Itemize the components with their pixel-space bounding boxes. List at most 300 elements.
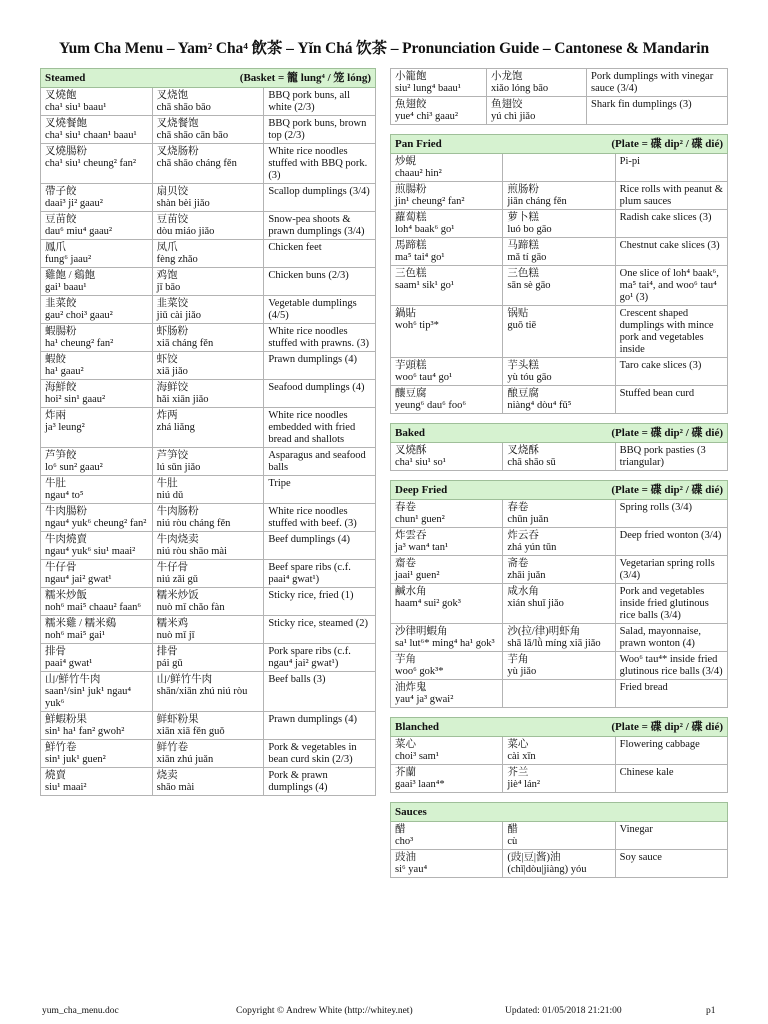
simplified-chinese: 锅贴 bbox=[507, 308, 529, 319]
traditional-chinese: 牛仔骨 bbox=[45, 562, 77, 573]
cantonese-cell bbox=[391, 306, 503, 358]
traditional-chinese: 叉燒酥 bbox=[395, 445, 427, 456]
menu-item-row bbox=[41, 588, 376, 616]
description-cell bbox=[264, 144, 376, 184]
pinyin-romanization: niú ròu shāo mài bbox=[156, 546, 227, 557]
dish-description: Tripe bbox=[268, 478, 291, 489]
menu-item-row bbox=[41, 184, 376, 212]
mandarin-cell bbox=[152, 324, 264, 352]
simplified-chinese: 牛仔骨 bbox=[156, 562, 189, 573]
simplified-chinese: 山/鲜竹牛肉 bbox=[156, 674, 213, 685]
pinyin-romanization: cù bbox=[507, 836, 518, 847]
mandarin-cell bbox=[152, 380, 264, 408]
simplified-chinese: 烧卖 bbox=[156, 770, 178, 781]
cantonese-cell bbox=[391, 528, 503, 556]
traditional-chinese: 叉燒飽 bbox=[45, 90, 77, 101]
cantonese-cell bbox=[41, 768, 153, 796]
simplified-chinese: 咸水角 bbox=[507, 586, 539, 597]
pinyin-romanization: chūn juǎn bbox=[507, 514, 549, 525]
dish-description: Beef balls (3) bbox=[268, 674, 326, 685]
traditional-chinese: 菜心 bbox=[395, 739, 416, 750]
simplified-chinese: 虾肠粉 bbox=[156, 326, 189, 337]
dish-description: Shark fin dumplings (3) bbox=[591, 99, 692, 110]
description-cell bbox=[615, 850, 727, 878]
pinyin-romanization: cài xīn bbox=[507, 751, 536, 762]
simplified-chinese: 叉烧餐饱 bbox=[156, 118, 199, 129]
simplified-chinese: 扇贝饺 bbox=[156, 186, 189, 197]
menu-table bbox=[390, 480, 728, 708]
cantonese-cell bbox=[41, 740, 153, 768]
description-cell bbox=[615, 266, 727, 306]
pinyin-romanization: fèng zhǎo bbox=[156, 254, 198, 265]
menu-item-row bbox=[391, 306, 728, 358]
jyutping-romanization: siu² lung⁴ baau¹ bbox=[395, 83, 461, 94]
section-serving-note: (Basket = 籠 lung⁴ / 笼 lóng) bbox=[239, 72, 371, 84]
dish-description: Prawn dumplings (4) bbox=[268, 714, 357, 725]
section-header-cell bbox=[391, 424, 728, 443]
mandarin-cell bbox=[503, 528, 615, 556]
description-cell bbox=[615, 737, 727, 765]
traditional-chinese: 芥蘭 bbox=[395, 767, 416, 778]
jyutping-romanization: ja³ leung² bbox=[45, 422, 85, 433]
cantonese-cell bbox=[391, 850, 503, 878]
traditional-chinese: 齋卷 bbox=[395, 558, 416, 569]
pinyin-romanization: zhāi juǎn bbox=[507, 570, 546, 581]
dish-description: Beef spare ribs (c.f. paai⁴ gwat¹) bbox=[268, 562, 351, 585]
menu-item-row bbox=[41, 560, 376, 588]
description-cell bbox=[264, 712, 376, 740]
mandarin-cell bbox=[152, 352, 264, 380]
dish-description: Crescent shaped dumplings with mince pork and vegetables inside bbox=[619, 308, 714, 355]
dish-description: Scallop dumplings (3/4) bbox=[268, 186, 370, 197]
menu-item-row bbox=[41, 116, 376, 144]
traditional-chinese: 芋角 bbox=[395, 654, 416, 665]
jyutping-romanization: noh⁶ mai⁵ gai¹ bbox=[45, 630, 106, 641]
dish-description: Pork & prawn dumplings (4) bbox=[268, 770, 328, 793]
dish-description: Radish cake slices (3) bbox=[619, 212, 712, 223]
description-cell bbox=[615, 652, 727, 680]
dish-description: Rice rolls with peanut & plum sauces bbox=[619, 184, 723, 207]
traditional-chinese: 魚翅餃 bbox=[395, 99, 427, 110]
traditional-chinese: 鮮蝦粉果 bbox=[45, 714, 87, 725]
mandarin-cell bbox=[152, 672, 264, 712]
pinyin-romanization: shān/xiān zhú niú ròu bbox=[156, 686, 248, 697]
mandarin-cell bbox=[503, 680, 615, 708]
dish-description: BBQ pork buns, brown top (2/3) bbox=[268, 118, 367, 141]
traditional-chinese: 小籠飽 bbox=[395, 71, 427, 82]
mandarin-cell bbox=[503, 822, 615, 850]
mandarin-cell bbox=[503, 652, 615, 680]
pinyin-romanization: yù tóu gāo bbox=[507, 372, 552, 383]
description-cell bbox=[264, 212, 376, 240]
description-cell bbox=[264, 560, 376, 588]
section-header-cell bbox=[391, 135, 728, 154]
mandarin-cell bbox=[152, 116, 264, 144]
traditional-chinese: 叉燒腸粉 bbox=[45, 146, 87, 157]
jyutping-romanization: siu¹ maai² bbox=[45, 782, 87, 793]
section-header bbox=[41, 69, 376, 88]
menu-item-row bbox=[41, 144, 376, 184]
description-cell bbox=[264, 88, 376, 116]
pinyin-romanization: jī bāo bbox=[156, 282, 181, 293]
section-name: Sauces bbox=[395, 806, 427, 818]
description-cell bbox=[615, 443, 727, 471]
simplified-chinese: 牛肉肠粉 bbox=[156, 506, 199, 517]
simplified-chinese: 虾饺 bbox=[156, 354, 178, 365]
cantonese-cell bbox=[41, 268, 153, 296]
section-pan-fried bbox=[390, 134, 728, 414]
jyutping-romanization: daai³ ji² gaau² bbox=[45, 198, 103, 209]
menu-table bbox=[40, 68, 376, 796]
simplified-chinese: 牛肉烧卖 bbox=[156, 534, 199, 545]
cantonese-cell bbox=[391, 556, 503, 584]
traditional-chinese: 芋頭糕 bbox=[395, 360, 427, 371]
traditional-chinese: 炸兩 bbox=[45, 410, 66, 421]
pinyin-romanization: mǎ tí gāo bbox=[507, 252, 547, 263]
pinyin-romanization: shāo mài bbox=[156, 782, 195, 793]
simplified-chinese: 炸云吞 bbox=[507, 530, 539, 541]
simplified-chinese: 叉烧饱 bbox=[156, 90, 189, 101]
dish-description: Snow-pea shoots & prawn dumplings (3/4) bbox=[268, 214, 365, 237]
menu-item-row bbox=[41, 532, 376, 560]
description-cell bbox=[264, 740, 376, 768]
cantonese-cell bbox=[41, 324, 153, 352]
mandarin-cell bbox=[503, 737, 615, 765]
pinyin-romanization: chā shāo sū bbox=[507, 457, 556, 468]
traditional-chinese: 豆苗餃 bbox=[45, 214, 77, 225]
simplified-chinese: 煎肠粉 bbox=[507, 184, 539, 195]
mandarin-cell bbox=[152, 448, 264, 476]
simplified-chinese: 芋角 bbox=[507, 654, 529, 665]
traditional-chinese: 鮮竹卷 bbox=[45, 742, 77, 753]
cantonese-cell bbox=[391, 97, 487, 125]
dish-description: Prawn dumplings (4) bbox=[268, 354, 357, 365]
simplified-chinese: 韭菜饺 bbox=[156, 298, 189, 309]
jyutping-romanization: yue⁴ chi³ gaau² bbox=[395, 111, 459, 122]
cantonese-cell bbox=[391, 69, 487, 97]
simplified-chinese: 马蹄糕 bbox=[507, 240, 539, 251]
menu-item-row bbox=[391, 737, 728, 765]
dish-description: White rice noodles embedded with fried bread and shallots bbox=[268, 410, 356, 445]
cantonese-cell bbox=[41, 212, 153, 240]
section-header-cell bbox=[391, 718, 728, 737]
cantonese-cell bbox=[41, 588, 153, 616]
cantonese-cell bbox=[391, 652, 503, 680]
menu-table bbox=[390, 68, 728, 125]
mandarin-cell bbox=[503, 210, 615, 238]
mandarin-cell bbox=[503, 358, 615, 386]
pinyin-romanization: niú dǔ bbox=[156, 490, 184, 501]
cantonese-cell bbox=[391, 210, 503, 238]
jyutping-romanization: ngau⁴ jai² gwat¹ bbox=[45, 574, 112, 585]
cantonese-cell bbox=[41, 116, 153, 144]
traditional-chinese: 鹹水角 bbox=[395, 586, 427, 597]
traditional-chinese: 海鮮餃 bbox=[45, 382, 77, 393]
menu-item-row bbox=[41, 240, 376, 268]
mandarin-cell bbox=[503, 624, 615, 652]
jyutping-romanization: ja³ wan⁴ tan¹ bbox=[395, 542, 449, 553]
dish-description: Spring rolls (3/4) bbox=[619, 502, 692, 513]
jyutping-romanization: cha¹ siu¹ cheung² fan² bbox=[45, 158, 137, 169]
dish-description: Pork & vegetables in bean curd skin (2/3) bbox=[268, 742, 357, 765]
description-cell bbox=[615, 556, 727, 584]
cantonese-cell bbox=[391, 266, 503, 306]
pinyin-romanization: hǎi xiān jiǎo bbox=[156, 394, 209, 405]
dish-description: White rice noodles stuffed with beef. (3) bbox=[268, 506, 357, 529]
dish-description: One slice of loh⁴ baak⁶, ma⁵ tai⁴, and woo⁶ tau⁴ go¹ (3) bbox=[619, 268, 719, 303]
pinyin-romanization: xiān xiā fěn guǒ bbox=[156, 726, 225, 737]
traditional-chinese: 排骨 bbox=[45, 646, 66, 657]
jyutping-romanization: jaai¹ guen² bbox=[395, 570, 440, 581]
jyutping-romanization: lo⁶ sun² gaau² bbox=[45, 462, 103, 473]
section-header bbox=[391, 718, 728, 737]
description-cell bbox=[264, 408, 376, 448]
traditional-chinese: 炸雲吞 bbox=[395, 530, 427, 541]
menu-item-row bbox=[391, 652, 728, 680]
cantonese-cell bbox=[41, 616, 153, 644]
menu-table bbox=[390, 134, 728, 414]
simplified-chinese: 凤爪 bbox=[156, 242, 178, 253]
pinyin-romanization: lú sǔn jiǎo bbox=[156, 462, 201, 473]
pinyin-romanization: chā shāo bāo bbox=[156, 102, 211, 113]
dish-description: Vegetable dumplings (4/5) bbox=[268, 298, 357, 321]
mandarin-cell bbox=[503, 500, 615, 528]
pinyin-romanization: nuò mǐ jī bbox=[156, 630, 195, 641]
menu-item-row bbox=[41, 740, 376, 768]
mandarin-cell bbox=[503, 443, 615, 471]
pinyin-romanization: nuò mǐ chǎo fàn bbox=[156, 602, 225, 613]
description-cell bbox=[264, 380, 376, 408]
simplified-chinese: 鱼翅饺 bbox=[491, 99, 523, 110]
section-name: Deep Fried bbox=[395, 484, 448, 496]
menu-item-row bbox=[41, 768, 376, 796]
dish-description: Taro cake slices (3) bbox=[619, 360, 702, 371]
menu-item-row bbox=[391, 69, 728, 97]
pinyin-romanization: yú chì jiǎo bbox=[491, 111, 536, 122]
menu-table bbox=[390, 717, 728, 793]
pinyin-romanization: xiān zhú juǎn bbox=[156, 754, 214, 765]
jyutping-romanization: woo⁶ gok³* bbox=[395, 666, 444, 677]
description-cell bbox=[264, 588, 376, 616]
cantonese-cell bbox=[41, 712, 153, 740]
cantonese-cell bbox=[41, 448, 153, 476]
section-header bbox=[391, 803, 728, 822]
simplified-chinese: 酿豆腐 bbox=[507, 388, 539, 399]
dish-description: Beef dumplings (4) bbox=[268, 534, 350, 545]
mandarin-cell bbox=[503, 266, 615, 306]
dish-description: Soy sauce bbox=[619, 852, 662, 863]
mandarin-cell bbox=[152, 212, 264, 240]
traditional-chinese: 釀豆腐 bbox=[395, 388, 427, 399]
menu-item-row bbox=[41, 352, 376, 380]
traditional-chinese: 蝦腸粉 bbox=[45, 326, 77, 337]
menu-item-row bbox=[391, 210, 728, 238]
menu-item-row bbox=[391, 528, 728, 556]
menu-item-row bbox=[41, 672, 376, 712]
mandarin-cell bbox=[152, 240, 264, 268]
menu-item-row bbox=[41, 268, 376, 296]
traditional-chinese: 雞飽 / 鷄飽 bbox=[45, 270, 96, 281]
section-sauces bbox=[390, 802, 728, 878]
dish-description: BBQ pork pasties (3 triangular) bbox=[619, 445, 706, 468]
cantonese-cell bbox=[391, 500, 503, 528]
mandarin-cell bbox=[152, 768, 264, 796]
dish-description: Asparagus and seafood balls bbox=[268, 450, 366, 473]
mandarin-cell bbox=[503, 765, 615, 793]
mandarin-cell bbox=[503, 386, 615, 414]
description-cell bbox=[264, 240, 376, 268]
dish-description: Sticky rice, fried (1) bbox=[268, 590, 354, 601]
cantonese-cell bbox=[41, 240, 153, 268]
description-cell bbox=[264, 768, 376, 796]
menu-item-row bbox=[41, 212, 376, 240]
cantonese-cell bbox=[391, 154, 503, 182]
cantonese-cell bbox=[391, 386, 503, 414]
right-column bbox=[390, 68, 728, 887]
simplified-chinese: 沙(拉/律)明虾角 bbox=[507, 626, 581, 637]
simplified-chinese: 豆苗饺 bbox=[156, 214, 189, 225]
menu-item-row bbox=[41, 616, 376, 644]
mandarin-cell bbox=[487, 97, 587, 125]
mandarin-cell bbox=[152, 88, 264, 116]
mandarin-cell bbox=[152, 740, 264, 768]
jyutping-romanization: saam¹ sik¹ go¹ bbox=[395, 280, 455, 291]
description-cell bbox=[615, 822, 727, 850]
description-cell bbox=[615, 210, 727, 238]
mandarin-cell bbox=[152, 712, 264, 740]
simplified-chinese: 鸡饱 bbox=[156, 270, 178, 281]
mandarin-cell bbox=[152, 532, 264, 560]
dish-description: BBQ pork buns, all white (2/3) bbox=[268, 90, 350, 113]
section-header bbox=[391, 135, 728, 154]
simplified-chinese: 炸两 bbox=[156, 410, 178, 421]
section-header-cell bbox=[391, 803, 728, 822]
menu-item-row bbox=[391, 358, 728, 386]
jyutping-romanization: gai¹ baau¹ bbox=[45, 282, 87, 293]
menu-item-row bbox=[391, 97, 728, 125]
dish-description: Vinegar bbox=[619, 824, 653, 835]
traditional-chinese: 三色糕 bbox=[395, 268, 427, 279]
section-header-cell bbox=[41, 69, 376, 88]
cantonese-cell bbox=[41, 296, 153, 324]
dish-description: Stuffed bean curd bbox=[619, 388, 695, 399]
traditional-chinese: 牛肉腸粉 bbox=[45, 506, 87, 517]
jyutping-romanization: haam⁴ sui² gok³ bbox=[395, 598, 461, 609]
menu-item-row bbox=[41, 324, 376, 352]
menu-item-row bbox=[391, 624, 728, 652]
jyutping-romanization: yau⁴ ja³ gwai² bbox=[395, 694, 454, 705]
simplified-chinese: 菜心 bbox=[507, 739, 529, 750]
simplified-chinese: 斋卷 bbox=[507, 558, 529, 569]
mandarin-cell bbox=[152, 476, 264, 504]
dish-description: Salad, mayonnaise, prawn wonton (4) bbox=[619, 626, 702, 649]
section-baked bbox=[390, 423, 728, 471]
dish-description: Flowering cabbage bbox=[619, 739, 700, 750]
jyutping-romanization: saan¹/sin¹ juk¹ ngau⁴ yuk⁶ bbox=[45, 686, 132, 709]
cantonese-cell bbox=[41, 88, 153, 116]
menu-item-row bbox=[41, 408, 376, 448]
traditional-chinese: 鳳爪 bbox=[45, 242, 66, 253]
pinyin-romanization: guō tiē bbox=[507, 320, 537, 331]
cantonese-cell bbox=[391, 624, 503, 652]
mandarin-cell bbox=[503, 584, 615, 624]
traditional-chinese: 山/鮮竹牛肉 bbox=[45, 674, 101, 685]
pinyin-romanization: luó bo gāo bbox=[507, 224, 552, 235]
cantonese-cell bbox=[41, 352, 153, 380]
description-cell bbox=[615, 238, 727, 266]
description-cell bbox=[264, 448, 376, 476]
jyutping-romanization: cha¹ siu¹ so¹ bbox=[395, 457, 446, 468]
mandarin-cell bbox=[152, 144, 264, 184]
footer-page-number: p1 bbox=[706, 1006, 716, 1016]
description-cell bbox=[615, 154, 727, 182]
pinyin-romanization: xiǎo lóng bāo bbox=[491, 83, 549, 94]
section-header-cell bbox=[391, 481, 728, 500]
jyutping-romanization: paai⁴ gwat¹ bbox=[45, 658, 93, 669]
footer-copyright: Copyright © Andrew White (http://whitey.net) bbox=[236, 1006, 413, 1016]
menu-item-row bbox=[391, 386, 728, 414]
jyutping-romanization: ngau⁴ yuk⁶ cheung² fan² bbox=[45, 518, 147, 529]
jyutping-romanization: woo⁶ tau⁴ go¹ bbox=[395, 372, 453, 383]
dish-description: Woo⁶ tau⁴* inside fried glutinous rice balls (3/4) bbox=[619, 654, 723, 677]
cantonese-cell bbox=[41, 644, 153, 672]
traditional-chinese: 煎腸粉 bbox=[395, 184, 427, 195]
jyutping-romanization: ha¹ gaau² bbox=[45, 366, 84, 377]
menu-item-row bbox=[41, 88, 376, 116]
menu-table bbox=[390, 423, 728, 471]
mandarin-cell bbox=[503, 238, 615, 266]
section-serving-note: (Plate = 碟 dip² / 碟 dié) bbox=[611, 484, 723, 496]
jyutping-romanization: sa¹ lut⁶* ming⁴ ha¹ gok³ bbox=[395, 638, 495, 649]
dish-description: Chestnut cake slices (3) bbox=[619, 240, 720, 251]
pinyin-romanization: niú ròu cháng fěn bbox=[156, 518, 231, 529]
simplified-chinese: 鲜虾粉果 bbox=[156, 714, 199, 725]
cantonese-cell bbox=[391, 584, 503, 624]
cantonese-cell bbox=[391, 182, 503, 210]
dish-description: Chinese kale bbox=[619, 767, 674, 778]
mandarin-cell bbox=[152, 616, 264, 644]
jyutping-romanization: cho³ bbox=[395, 836, 414, 847]
menu-item-row bbox=[391, 500, 728, 528]
pinyin-romanization: zhá yún tūn bbox=[507, 542, 557, 553]
traditional-chinese: 糯米炒飯 bbox=[45, 590, 87, 601]
pinyin-romanization: niàng⁴ dòu⁴ fǔ⁵ bbox=[507, 400, 572, 411]
cantonese-cell bbox=[391, 680, 503, 708]
cantonese-cell bbox=[391, 443, 503, 471]
description-cell bbox=[264, 476, 376, 504]
cantonese-cell bbox=[41, 560, 153, 588]
section-serving-note: (Plate = 碟 dip² / 碟 dié) bbox=[611, 427, 723, 439]
menu-item-row bbox=[391, 822, 728, 850]
mandarin-cell bbox=[152, 644, 264, 672]
section-name: Baked bbox=[395, 427, 425, 439]
traditional-chinese: 韭菜餃 bbox=[45, 298, 77, 309]
pinyin-romanization: jiǔ cài jiǎo bbox=[156, 310, 201, 321]
simplified-chinese: 鲜竹卷 bbox=[156, 742, 189, 753]
traditional-chinese: 牛肚 bbox=[45, 478, 66, 489]
left-column bbox=[40, 68, 376, 805]
description-cell bbox=[615, 182, 727, 210]
menu-item-row bbox=[391, 584, 728, 624]
pinyin-romanization: niú zǎi gǔ bbox=[156, 574, 199, 585]
traditional-chinese: 糯米雞 / 糯米鷄 bbox=[45, 618, 117, 629]
cantonese-cell bbox=[391, 822, 503, 850]
traditional-chinese: 春卷 bbox=[395, 502, 416, 513]
menu-table bbox=[390, 802, 728, 878]
simplified-chinese: 小龙饱 bbox=[491, 71, 523, 82]
menu-item-row bbox=[391, 443, 728, 471]
section-header bbox=[391, 424, 728, 443]
